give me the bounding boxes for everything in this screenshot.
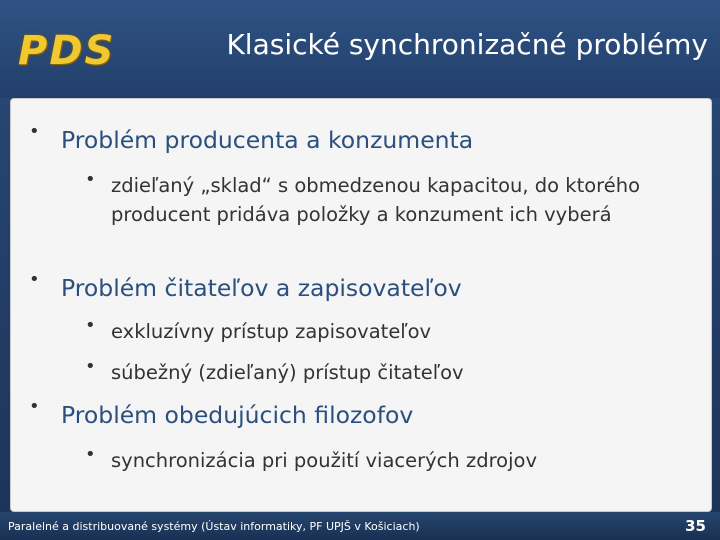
- bullet-heading-readers-writers: Problém čitateľov a zapisovateľov: [61, 274, 462, 302]
- sub-bullet-icon: •: [85, 169, 96, 190]
- content-panel: [10, 98, 712, 512]
- bullet-heading-dining-philosophers: Problém obedujúcich filozofov: [61, 401, 414, 429]
- sub-bullet-multiple-resources: synchronizácia pri použití viacerých zdrojov: [111, 449, 537, 472]
- bullet-heading-producer-consumer: Problém producenta a konzumenta: [61, 126, 474, 154]
- footer-course-info: Paralelné a distribuované systémy (Ústav informatiky, PF UPJŠ v Košiciach): [8, 520, 420, 533]
- sub-bullet-icon: •: [85, 315, 96, 336]
- sub-bullet-icon: •: [85, 356, 96, 377]
- sub-bullet-icon: •: [85, 444, 96, 465]
- bullet-icon: •: [29, 121, 40, 142]
- footer-bar: [0, 512, 720, 540]
- slide-title: Klasické synchronizačné problémy: [226, 28, 708, 61]
- header-bar: [0, 0, 720, 98]
- bullet-icon: •: [29, 269, 40, 290]
- pds-logo: PDS: [18, 28, 116, 74]
- bullet-icon: •: [29, 396, 40, 417]
- page-number: 35: [685, 517, 706, 535]
- sub-bullet-concurrent-readers: súbežný (zdieľaný) prístup čitateľov: [111, 361, 464, 384]
- sub-bullet-shared-store: zdieľaný „sklad“ s obmedzenou kapacitou, do ktorého producent pridáva položky a konzument ich vyberá: [111, 174, 641, 226]
- sub-bullet-exclusive-writers: exkluzívny prístup zapisovateľov: [111, 320, 432, 343]
